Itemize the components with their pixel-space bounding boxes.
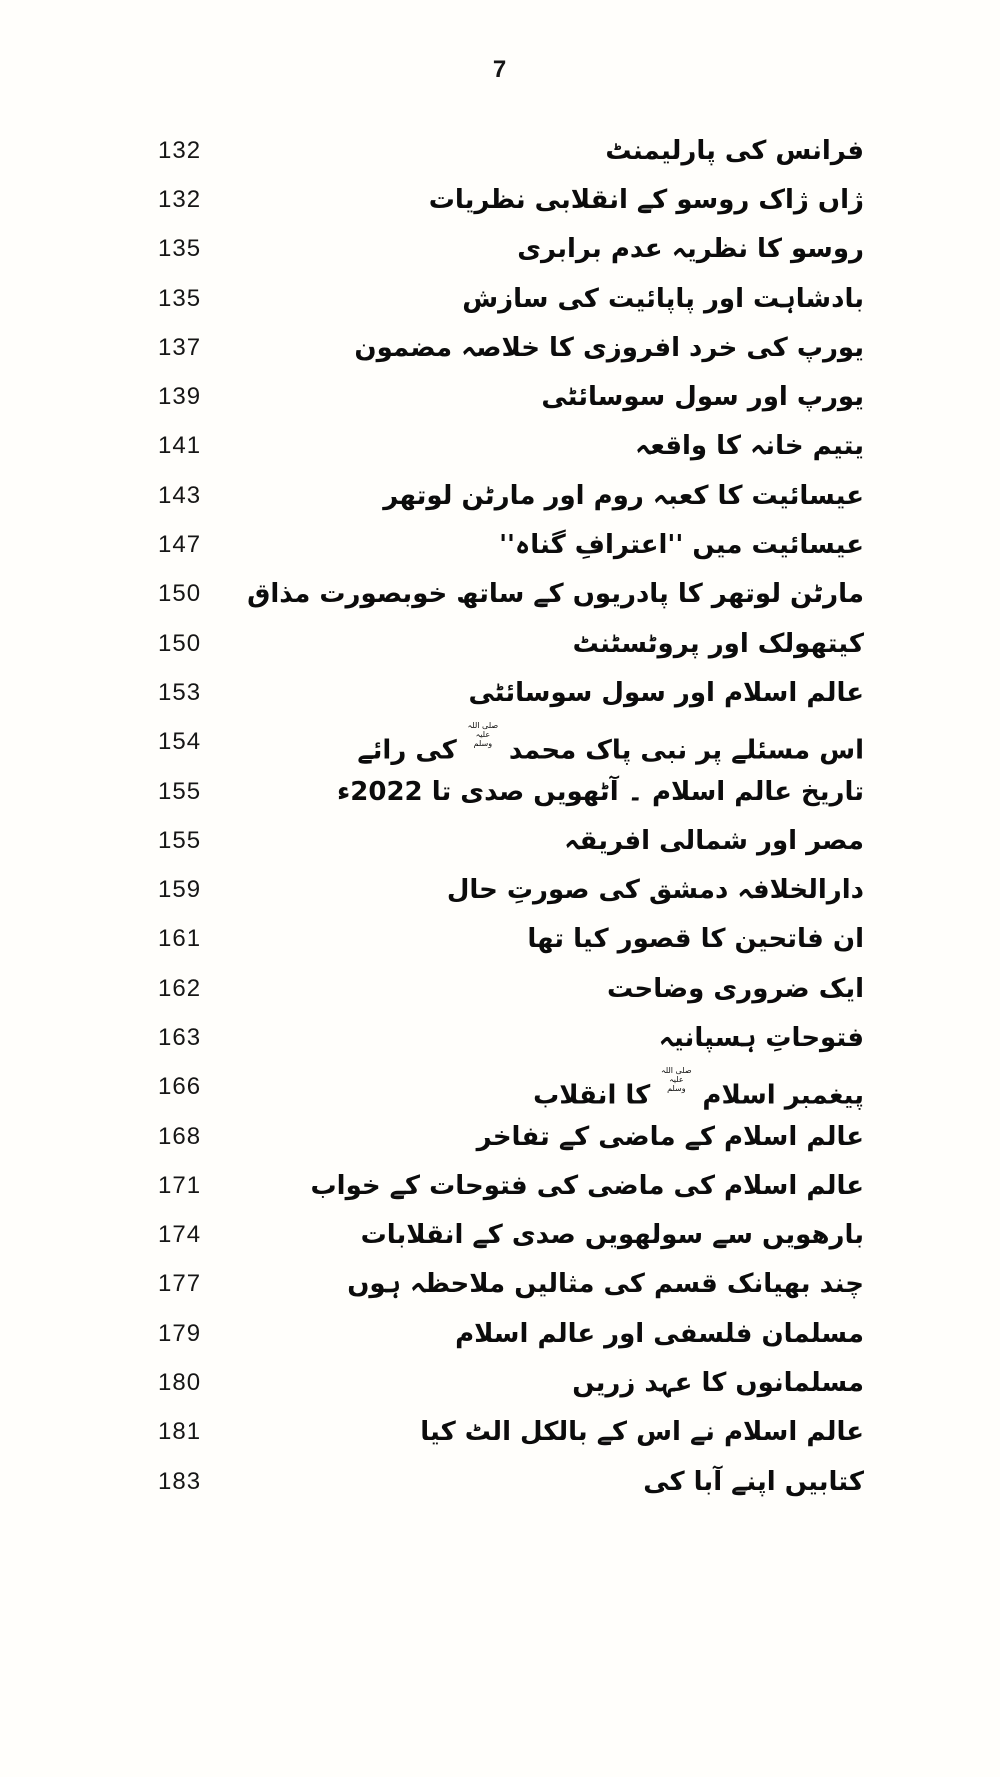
toc-entry <box>0 668 1000 717</box>
toc-page-number: 154 <box>158 728 202 756</box>
toc-title: دارالخلافہ دمشق کی صورتِ حال <box>446 875 864 906</box>
toc-list <box>0 126 1000 1506</box>
toc-page-number: 135 <box>158 284 202 312</box>
toc-page-number: 171 <box>158 1171 202 1199</box>
toc-title: عالم اسلام نے اس کے بالکل الٹ کیا <box>420 1417 864 1448</box>
toc-page-number: 163 <box>158 1023 202 1051</box>
toc-entry <box>0 816 1000 865</box>
toc-entry <box>0 175 1000 224</box>
toc-page-number: 180 <box>158 1369 202 1397</box>
toc-page-number: 150 <box>158 580 202 608</box>
toc-page-number: 159 <box>158 876 202 904</box>
toc-page-number: 181 <box>158 1418 202 1446</box>
toc-title: کیتھولک اور پروٹسٹنٹ <box>572 628 864 659</box>
toc-entry <box>0 471 1000 520</box>
toc-title: کتابیں اپنے آبا کی <box>643 1466 864 1497</box>
toc-page-number: 139 <box>158 383 202 411</box>
toc-title: فتوحاتِ ہسپانیہ <box>658 1022 864 1053</box>
toc-title: عیسائیت کا کعبہ روم اور مارٹن لوتھر <box>383 480 864 511</box>
toc-page-number: 137 <box>158 333 202 361</box>
toc-page-number: 147 <box>158 531 202 559</box>
toc-title: تاریخ عالم اسلام ۔ آٹھویں صدی تا 2022ء <box>336 776 864 807</box>
toc-page-number: 155 <box>158 777 202 805</box>
toc-page-number: 168 <box>158 1122 202 1150</box>
toc-page-number: 162 <box>158 974 202 1002</box>
toc-entry <box>0 126 1000 175</box>
toc-title: مسلمان فلسفی اور عالم اسلام <box>455 1318 864 1349</box>
toc-title: عیسائیت میں ''اعترافِ گناہ'' <box>499 530 864 561</box>
toc-entry <box>0 1358 1000 1407</box>
toc-title: ایک ضروری وضاحت <box>607 973 864 1004</box>
toc-entry <box>0 1260 1000 1309</box>
toc-page-number: 179 <box>158 1319 202 1347</box>
toc-entry <box>0 767 1000 816</box>
toc-page-number: 161 <box>158 925 202 953</box>
honorific-sallallahu-alayhi-wasallam: صلی اللہ علیہ وسلم <box>467 721 499 749</box>
toc-page-number: 150 <box>158 629 202 657</box>
toc-title: مارٹن لوتھر کا پادریوں کے ساتھ خوبصورت مذاق <box>247 579 864 610</box>
toc-entry <box>0 422 1000 471</box>
toc-entry <box>0 1211 1000 1260</box>
toc-entry <box>0 865 1000 914</box>
toc-page-number: 135 <box>158 235 202 263</box>
toc-page-number: 177 <box>158 1270 202 1298</box>
toc-title: بارھویں سے سولھویں صدی کے انقلابات <box>360 1220 864 1251</box>
toc-page-number: 166 <box>158 1073 202 1101</box>
toc-entry <box>0 372 1000 421</box>
toc-title: مصر اور شمالی افریقہ <box>564 825 864 856</box>
page-number-header: 7 <box>492 56 508 83</box>
toc-title: یورپ اور سول سوسائٹی <box>541 382 864 413</box>
toc-title: فرانس کی پارلیمنٹ <box>605 135 864 166</box>
toc-title: یتیم خانہ کا واقعہ <box>635 431 864 462</box>
toc-entry <box>0 323 1000 372</box>
toc-page-number: 143 <box>158 481 202 509</box>
toc-entry <box>0 1457 1000 1506</box>
toc-page-number: 141 <box>158 432 202 460</box>
toc-entry <box>0 570 1000 619</box>
toc-title: عالم اسلام کی ماضی کی فتوحات کے خواب <box>310 1170 864 1201</box>
toc-title: عالم اسلام اور سول سوسائٹی <box>468 677 864 708</box>
toc-entry <box>0 520 1000 569</box>
toc-entry <box>0 1309 1000 1358</box>
toc-page-number: 174 <box>158 1221 202 1249</box>
toc-entry <box>0 225 1000 274</box>
toc-entry <box>0 1063 1000 1112</box>
toc-entry <box>0 915 1000 964</box>
toc-entry <box>0 1112 1000 1161</box>
toc-page-number: 153 <box>158 678 202 706</box>
toc-title: عالم اسلام کے ماضی کے تفاخر <box>476 1121 864 1152</box>
toc-entry <box>0 619 1000 668</box>
toc-page-number: 183 <box>158 1467 202 1495</box>
toc-title: یورپ کی خرد افروزی کا خلاصہ مضمون <box>354 332 864 363</box>
toc-page-number: 132 <box>158 136 202 164</box>
toc-title: بادشاہت اور پاپائیت کی سازش <box>462 283 864 314</box>
toc-title: چند بھیانک قسم کی مثالیں ملاحظہ ہوں <box>347 1269 864 1300</box>
toc-title: روسو کا نظریہ عدم برابری <box>517 234 864 265</box>
toc-title: مسلمانوں کا عہد زریں <box>572 1368 864 1399</box>
toc-entry <box>0 718 1000 767</box>
toc-title: اس مسئلے پر نبی پاک محمد صلی اللہ علیہ وسلم کی رائے <box>357 721 864 766</box>
toc-entry <box>0 1161 1000 1210</box>
toc-entry <box>0 964 1000 1013</box>
toc-page-number: 155 <box>158 826 202 854</box>
toc-entry <box>0 274 1000 323</box>
toc-title: ان فاتحین کا قصور کیا تھا <box>527 924 864 955</box>
honorific-sallallahu-alayhi-wasallam: صلی اللہ علیہ وسلم <box>661 1066 692 1094</box>
toc-entry <box>0 1408 1000 1457</box>
toc-title: پیغمبر اسلام صلی اللہ علیہ وسلم کا انقلاب <box>533 1066 864 1111</box>
toc-entry <box>0 1013 1000 1062</box>
toc-page-number: 132 <box>158 185 202 213</box>
toc-title: ژاں ژاک روسو کے انقلابی نظریات <box>428 184 864 215</box>
